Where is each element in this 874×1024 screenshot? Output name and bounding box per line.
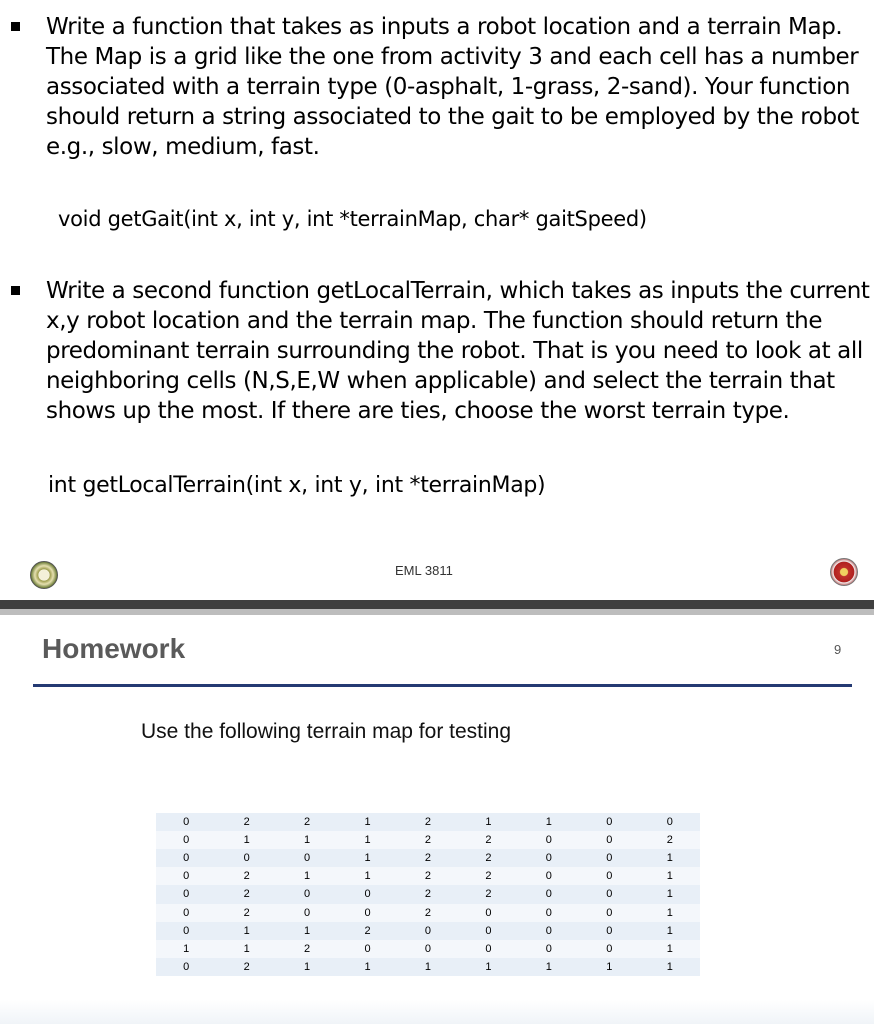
terrain-cell: 0 [458, 940, 518, 958]
terrain-cell: 0 [519, 867, 579, 885]
terrain-cell: 2 [216, 904, 276, 922]
terrain-cell: 1 [640, 922, 701, 940]
terrain-cell: 0 [579, 922, 639, 940]
footer-course-code: EML 3811 [395, 563, 453, 578]
title-underline [33, 684, 852, 687]
terrain-cell: 0 [156, 867, 216, 885]
terrain-cell: 1 [640, 940, 701, 958]
university-seal-icon [30, 561, 58, 589]
terrain-cell: 0 [156, 958, 216, 976]
terrain-row [156, 849, 700, 867]
terrain-cell: 2 [398, 849, 458, 867]
terrain-cell: 0 [579, 849, 639, 867]
terrain-cell: 1 [458, 813, 518, 831]
terrain-cell: 2 [458, 885, 518, 903]
terrain-row [156, 922, 700, 940]
terrain-cell: 2 [458, 849, 518, 867]
terrain-cell: 1 [277, 867, 337, 885]
terrain-cell: 0 [156, 831, 216, 849]
code-get-local-terrain: int getLocalTerrain(int x, int y, int *terrainMap) [48, 473, 546, 498]
college-seal-icon [830, 558, 858, 586]
terrain-cell: 1 [216, 940, 276, 958]
terrain-cell: 0 [277, 849, 337, 867]
text-line: x,y robot location and the terrain map. The function should return the [46, 308, 823, 334]
text-line: Write a function that takes as inputs a robot location and a terrain Map. [46, 14, 843, 40]
text-line: The Map is a grid like the one from activity 3 and each cell has a number [46, 44, 859, 70]
terrain-cell: 1 [216, 831, 276, 849]
terrain-cell: 0 [519, 940, 579, 958]
terrain-cell: 2 [216, 958, 276, 976]
terrain-cell: 0 [337, 940, 397, 958]
terrain-row [156, 831, 700, 849]
terrain-cell: 0 [277, 885, 337, 903]
terrain-cell: 0 [519, 904, 579, 922]
terrain-cell: 1 [640, 904, 701, 922]
terrain-cell: 0 [337, 885, 397, 903]
terrain-cell: 1 [640, 885, 701, 903]
terrain-cell: 0 [579, 904, 639, 922]
terrain-cell: 1 [216, 922, 276, 940]
terrain-cell: 0 [156, 885, 216, 903]
code-get-gait: void getGait(int x, int y, int *terrainMap, char* gaitSpeed) [58, 207, 647, 231]
terrain-cell: 1 [337, 958, 397, 976]
terrain-cell: 1 [640, 958, 701, 976]
terrain-cell: 1 [277, 831, 337, 849]
terrain-cell: 0 [216, 849, 276, 867]
terrain-cell: 0 [156, 813, 216, 831]
terrain-cell: 2 [640, 831, 701, 849]
terrain-cell: 0 [458, 904, 518, 922]
terrain-cell: 0 [579, 885, 639, 903]
terrain-cell: 2 [277, 813, 337, 831]
instruction-text: Use the following terrain map for testing [141, 720, 512, 743]
terrain-row [156, 958, 700, 976]
terrain-cell: 1 [640, 867, 701, 885]
terrain-cell: 0 [579, 940, 639, 958]
terrain-cell: 2 [458, 831, 518, 849]
terrain-cell: 1 [337, 831, 397, 849]
bullet-square-icon [11, 22, 20, 31]
terrain-row [156, 885, 700, 903]
terrain-cell: 0 [579, 867, 639, 885]
terrain-cell: 2 [398, 867, 458, 885]
terrain-cell: 0 [156, 922, 216, 940]
terrain-cell: 2 [216, 885, 276, 903]
page-number: 9 [834, 642, 842, 657]
terrain-row [156, 813, 700, 831]
terrain-cell: 1 [156, 940, 216, 958]
terrain-cell: 2 [458, 867, 518, 885]
terrain-row [156, 867, 700, 885]
terrain-cell: 2 [337, 922, 397, 940]
terrain-cell: 2 [398, 813, 458, 831]
terrain-cell: 1 [277, 958, 337, 976]
slide-divider [0, 600, 874, 609]
page-title: Homework [42, 633, 186, 664]
bullet-local-terrain-text [46, 276, 872, 426]
terrain-cell: 0 [398, 922, 458, 940]
terrain-row [156, 940, 700, 958]
terrain-cell: 0 [640, 813, 701, 831]
bullet-gait-text [46, 12, 872, 162]
terrain-cell: 0 [579, 813, 639, 831]
terrain-cell: 1 [458, 958, 518, 976]
text-line: predominant terrain surrounding the robot. That is you need to look at all [46, 338, 863, 364]
terrain-cell: 0 [519, 831, 579, 849]
terrain-cell: 0 [337, 904, 397, 922]
terrain-cell: 1 [519, 958, 579, 976]
terrain-cell: 0 [519, 922, 579, 940]
text-line: should return a string associated to the gait to be employed by the robot [46, 104, 859, 130]
terrain-cell: 1 [640, 849, 701, 867]
terrain-row [156, 904, 700, 922]
terrain-cell: 2 [277, 940, 337, 958]
text-line: neighboring cells (N,S,E,W when applicable) and select the terrain that [46, 368, 835, 394]
terrain-cell: 2 [216, 867, 276, 885]
terrain-cell: 1 [337, 813, 397, 831]
terrain-cell: 0 [458, 922, 518, 940]
terrain-cell: 0 [519, 849, 579, 867]
text-line: Write a second function getLocalTerrain, which takes as inputs the current [46, 278, 870, 304]
terrain-cell: 0 [398, 940, 458, 958]
terrain-cell: 2 [398, 885, 458, 903]
terrain-cell: 1 [337, 849, 397, 867]
terrain-map-table [156, 813, 700, 976]
text-line: e.g., slow, medium, fast. [46, 134, 320, 160]
text-line: shows up the most. If there are ties, choose the worst terrain type. [46, 398, 790, 424]
terrain-cell: 2 [216, 813, 276, 831]
terrain-cell: 1 [579, 958, 639, 976]
bullet-square-icon [11, 286, 20, 295]
terrain-cell: 1 [337, 867, 397, 885]
bottom-edge [0, 1000, 874, 1024]
terrain-cell: 0 [156, 849, 216, 867]
terrain-cell: 1 [277, 922, 337, 940]
terrain-cell: 0 [519, 885, 579, 903]
terrain-cell: 1 [398, 958, 458, 976]
terrain-cell: 0 [579, 831, 639, 849]
text-line: associated with a terrain type (0-asphalt, 1-grass, 2-sand). Your function [46, 74, 851, 100]
terrain-cell: 2 [398, 831, 458, 849]
terrain-cell: 0 [156, 904, 216, 922]
terrain-cell: 0 [277, 904, 337, 922]
terrain-cell: 2 [398, 904, 458, 922]
terrain-cell: 1 [519, 813, 579, 831]
